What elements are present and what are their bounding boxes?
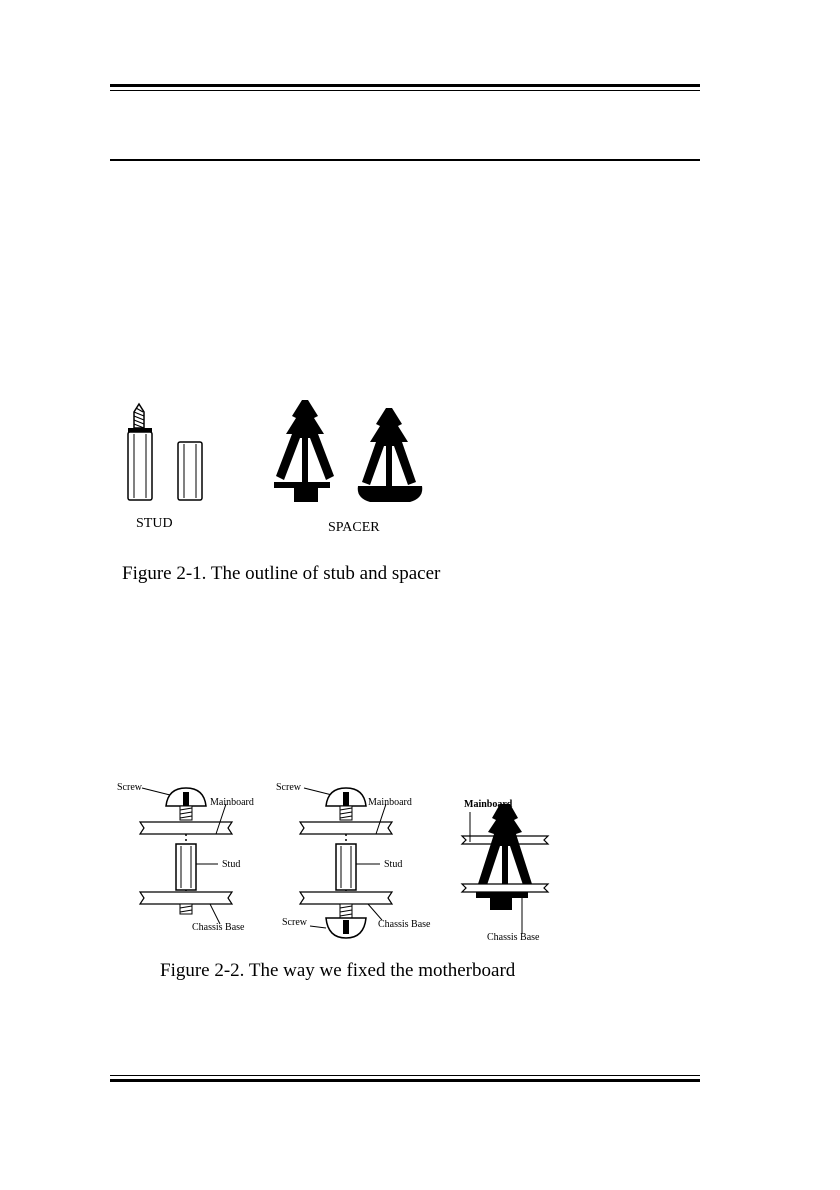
panel-3-spacer-assembly <box>462 804 548 934</box>
footer-rule-thin <box>110 1075 700 1076</box>
section-rule <box>110 159 700 161</box>
spacer-flat-illustration <box>274 400 334 502</box>
stud-label-1: Stud <box>222 859 241 870</box>
chassis-label-3: Chassis Base <box>487 932 540 943</box>
spacer-label: SPACER <box>328 520 380 535</box>
stud-plain-illustration <box>178 442 202 500</box>
figure-2-1-drawing <box>110 390 450 515</box>
stud-label-2: Stud <box>384 859 403 870</box>
stud-label: STUD <box>136 516 173 531</box>
chassis-label-2: Chassis Base <box>378 919 431 930</box>
spacer-curved-illustration <box>358 408 423 502</box>
mainboard-label-1: Mainboard <box>210 797 254 808</box>
header-rule-thick <box>110 84 700 87</box>
figure-2-1-caption: Figure 2-1. The outline of stub and spacer <box>122 563 441 584</box>
panel-2-stud-two-screws <box>300 788 392 938</box>
mainboard-label-3: Mainboard <box>464 799 513 810</box>
stud-threaded-illustration <box>128 404 152 500</box>
panel-1-stud-assembly <box>140 788 232 924</box>
footer-rule-thick <box>110 1079 700 1082</box>
mainboard-label-2: Mainboard <box>368 797 412 808</box>
chassis-label-1: Chassis Base <box>192 922 245 933</box>
screw-label-1: Screw <box>117 782 142 793</box>
figure-2-2-caption: Figure 2-2. The way we fixed the motherboard <box>160 960 516 981</box>
screw-label-3: Screw <box>282 917 307 928</box>
header-rule-thin <box>110 90 700 91</box>
screw-label-2: Screw <box>276 782 301 793</box>
